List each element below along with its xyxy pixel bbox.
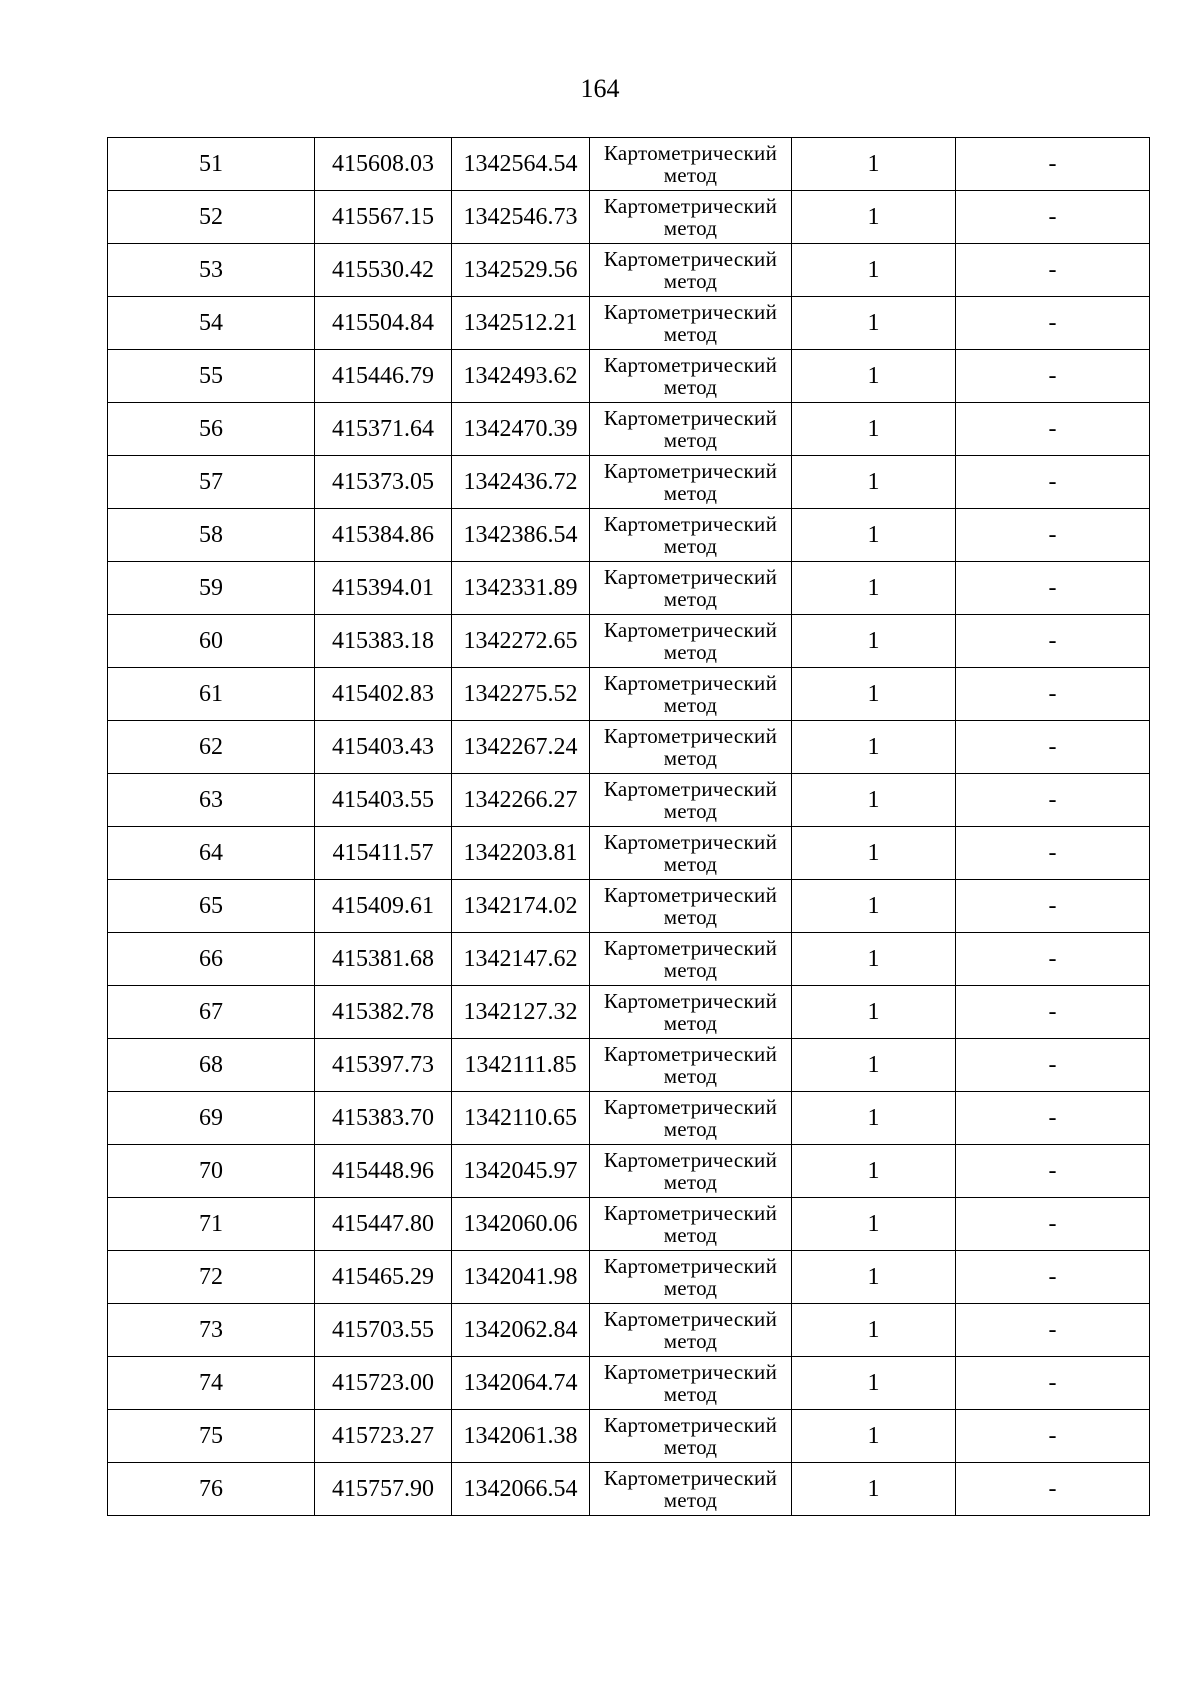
- note-cell: -: [956, 668, 1150, 721]
- accuracy-cell: 1: [792, 244, 956, 297]
- method-line-2: метод: [663, 1064, 718, 1088]
- table-row: [108, 1410, 1150, 1463]
- x-coordinate-cell: 415411.57: [315, 827, 452, 880]
- point-number-cell: 68: [108, 1039, 315, 1092]
- note-cell: -: [956, 1145, 1150, 1198]
- table-row: [108, 1092, 1150, 1145]
- method-line-2: метод: [663, 1435, 718, 1459]
- point-number-cell: 57: [108, 456, 315, 509]
- accuracy-cell: 1: [792, 1463, 956, 1516]
- method-line-1: Картометрический: [603, 1466, 778, 1490]
- x-coordinate-cell: 415403.55: [315, 774, 452, 827]
- method-cell: [590, 244, 792, 297]
- method-line-2: метод: [663, 746, 718, 770]
- method-line-2: метод: [663, 375, 718, 399]
- note-cell: -: [956, 244, 1150, 297]
- y-coordinate-cell: 1342127.32: [452, 986, 590, 1039]
- method-line-1: Картометрический: [603, 300, 778, 324]
- table-row: [108, 456, 1150, 509]
- method-cell: [590, 1357, 792, 1410]
- accuracy-cell: 1: [792, 456, 956, 509]
- method-line-2: метод: [663, 1170, 718, 1194]
- method-cell: [590, 880, 792, 933]
- point-number-cell: 72: [108, 1251, 315, 1304]
- table-row: [108, 986, 1150, 1039]
- x-coordinate-cell: 415723.00: [315, 1357, 452, 1410]
- x-coordinate-cell: 415530.42: [315, 244, 452, 297]
- table-row: [108, 1463, 1150, 1516]
- x-coordinate-cell: 415383.70: [315, 1092, 452, 1145]
- x-coordinate-cell: 415371.64: [315, 403, 452, 456]
- method-cell: [590, 1251, 792, 1304]
- x-coordinate-cell: 415723.27: [315, 1410, 452, 1463]
- point-number-cell: 53: [108, 244, 315, 297]
- method-line-2: метод: [663, 640, 718, 664]
- note-cell: -: [956, 403, 1150, 456]
- note-cell: -: [956, 1304, 1150, 1357]
- table-row: [108, 1145, 1150, 1198]
- table-row: [108, 880, 1150, 933]
- accuracy-cell: 1: [792, 827, 956, 880]
- table-row: [108, 138, 1150, 191]
- accuracy-cell: 1: [792, 774, 956, 827]
- method-cell: [590, 827, 792, 880]
- y-coordinate-cell: 1342061.38: [452, 1410, 590, 1463]
- note-cell: -: [956, 1039, 1150, 1092]
- method-line-1: Картометрический: [603, 1148, 778, 1172]
- method-line-2: метод: [663, 428, 718, 452]
- note-cell: -: [956, 456, 1150, 509]
- accuracy-cell: 1: [792, 1145, 956, 1198]
- method-line-2: метод: [663, 587, 718, 611]
- note-cell: -: [956, 1463, 1150, 1516]
- method-cell: [590, 1145, 792, 1198]
- method-cell: [590, 138, 792, 191]
- method-line-2: метод: [663, 481, 718, 505]
- y-coordinate-cell: 1342041.98: [452, 1251, 590, 1304]
- note-cell: -: [956, 509, 1150, 562]
- table-row: [108, 191, 1150, 244]
- method-line-2: метод: [663, 905, 718, 929]
- x-coordinate-cell: 415397.73: [315, 1039, 452, 1092]
- method-line-1: Картометрический: [603, 1201, 778, 1225]
- table-row: [108, 615, 1150, 668]
- y-coordinate-cell: 1342267.24: [452, 721, 590, 774]
- method-cell: [590, 456, 792, 509]
- point-number-cell: 75: [108, 1410, 315, 1463]
- method-line-1: Картометрический: [603, 1042, 778, 1066]
- table-row: [108, 1304, 1150, 1357]
- method-cell: [590, 1198, 792, 1251]
- method-cell: [590, 1463, 792, 1516]
- y-coordinate-cell: 1342493.62: [452, 350, 590, 403]
- method-cell: [590, 191, 792, 244]
- x-coordinate-cell: 415448.96: [315, 1145, 452, 1198]
- note-cell: -: [956, 138, 1150, 191]
- x-coordinate-cell: 415381.68: [315, 933, 452, 986]
- method-line-1: Картометрический: [603, 1307, 778, 1331]
- table-row: [108, 827, 1150, 880]
- note-cell: -: [956, 774, 1150, 827]
- x-coordinate-cell: 415608.03: [315, 138, 452, 191]
- table-row: [108, 933, 1150, 986]
- method-line-1: Картометрический: [603, 989, 778, 1013]
- x-coordinate-cell: 415384.86: [315, 509, 452, 562]
- method-cell: [590, 721, 792, 774]
- y-coordinate-cell: 1342546.73: [452, 191, 590, 244]
- method-line-1: Картометрический: [603, 1095, 778, 1119]
- note-cell: -: [956, 1251, 1150, 1304]
- method-line-1: Картометрический: [603, 353, 778, 377]
- method-line-1: Картометрический: [603, 565, 778, 589]
- method-cell: [590, 403, 792, 456]
- method-line-1: Картометрический: [603, 936, 778, 960]
- method-line-2: метод: [663, 1117, 718, 1141]
- note-cell: -: [956, 1357, 1150, 1410]
- y-coordinate-cell: 1342436.72: [452, 456, 590, 509]
- x-coordinate-cell: 415447.80: [315, 1198, 452, 1251]
- y-coordinate-cell: 1342060.06: [452, 1198, 590, 1251]
- y-coordinate-cell: 1342045.97: [452, 1145, 590, 1198]
- y-coordinate-cell: 1342174.02: [452, 880, 590, 933]
- point-number-cell: 73: [108, 1304, 315, 1357]
- x-coordinate-cell: 415409.61: [315, 880, 452, 933]
- method-cell: [590, 509, 792, 562]
- method-cell: [590, 350, 792, 403]
- table-row: [108, 403, 1150, 456]
- accuracy-cell: 1: [792, 509, 956, 562]
- x-coordinate-cell: 415383.18: [315, 615, 452, 668]
- note-cell: -: [956, 933, 1150, 986]
- y-coordinate-cell: 1342386.54: [452, 509, 590, 562]
- note-cell: -: [956, 986, 1150, 1039]
- method-line-1: Картометрический: [603, 1413, 778, 1437]
- y-coordinate-cell: 1342529.56: [452, 244, 590, 297]
- accuracy-cell: 1: [792, 933, 956, 986]
- method-line-1: Картометрический: [603, 406, 778, 430]
- method-cell: [590, 1092, 792, 1145]
- y-coordinate-cell: 1342066.54: [452, 1463, 590, 1516]
- y-coordinate-cell: 1342331.89: [452, 562, 590, 615]
- x-coordinate-cell: 415703.55: [315, 1304, 452, 1357]
- note-cell: -: [956, 827, 1150, 880]
- note-cell: -: [956, 721, 1150, 774]
- y-coordinate-cell: 1342564.54: [452, 138, 590, 191]
- y-coordinate-cell: 1342512.21: [452, 297, 590, 350]
- x-coordinate-cell: 415465.29: [315, 1251, 452, 1304]
- accuracy-cell: 1: [792, 986, 956, 1039]
- x-coordinate-cell: 415446.79: [315, 350, 452, 403]
- x-coordinate-cell: 415567.15: [315, 191, 452, 244]
- point-number-cell: 71: [108, 1198, 315, 1251]
- y-coordinate-cell: 1342110.65: [452, 1092, 590, 1145]
- table-row: [108, 350, 1150, 403]
- y-coordinate-cell: 1342203.81: [452, 827, 590, 880]
- table-row: [108, 244, 1150, 297]
- method-line-1: Картометрический: [603, 247, 778, 271]
- table-row: [108, 721, 1150, 774]
- point-number-cell: 74: [108, 1357, 315, 1410]
- point-number-cell: 70: [108, 1145, 315, 1198]
- accuracy-cell: 1: [792, 1039, 956, 1092]
- y-coordinate-cell: 1342147.62: [452, 933, 590, 986]
- table-row: [108, 1357, 1150, 1410]
- y-coordinate-cell: 1342064.74: [452, 1357, 590, 1410]
- accuracy-cell: 1: [792, 1092, 956, 1145]
- method-line-1: Картометрический: [603, 194, 778, 218]
- note-cell: -: [956, 1198, 1150, 1251]
- method-line-1: Картометрический: [603, 671, 778, 695]
- note-cell: -: [956, 350, 1150, 403]
- accuracy-cell: 1: [792, 138, 956, 191]
- method-cell: [590, 933, 792, 986]
- x-coordinate-cell: 415394.01: [315, 562, 452, 615]
- table-body: [108, 138, 1150, 1516]
- method-line-1: Картометрический: [603, 459, 778, 483]
- accuracy-cell: 1: [792, 1410, 956, 1463]
- point-number-cell: 69: [108, 1092, 315, 1145]
- point-number-cell: 56: [108, 403, 315, 456]
- table-row: [108, 1198, 1150, 1251]
- method-cell: [590, 1039, 792, 1092]
- method-line-2: метод: [663, 852, 718, 876]
- y-coordinate-cell: 1342275.52: [452, 668, 590, 721]
- point-number-cell: 54: [108, 297, 315, 350]
- method-line-2: метод: [663, 269, 718, 293]
- point-number-cell: 62: [108, 721, 315, 774]
- note-cell: -: [956, 880, 1150, 933]
- method-line-2: метод: [663, 163, 718, 187]
- method-cell: [590, 668, 792, 721]
- note-cell: -: [956, 297, 1150, 350]
- point-number-cell: 61: [108, 668, 315, 721]
- x-coordinate-cell: 415402.83: [315, 668, 452, 721]
- method-line-2: метод: [663, 693, 718, 717]
- note-cell: -: [956, 191, 1150, 244]
- method-line-2: метод: [663, 216, 718, 240]
- method-line-2: метод: [663, 1382, 718, 1406]
- accuracy-cell: 1: [792, 403, 956, 456]
- x-coordinate-cell: 415757.90: [315, 1463, 452, 1516]
- method-line-1: Картометрический: [603, 830, 778, 854]
- y-coordinate-cell: 1342266.27: [452, 774, 590, 827]
- method-line-2: метод: [663, 1276, 718, 1300]
- accuracy-cell: 1: [792, 880, 956, 933]
- table-row: [108, 774, 1150, 827]
- accuracy-cell: 1: [792, 297, 956, 350]
- method-line-1: Картометрический: [603, 1254, 778, 1278]
- y-coordinate-cell: 1342111.85: [452, 1039, 590, 1092]
- point-number-cell: 51: [108, 138, 315, 191]
- method-line-1: Картометрический: [603, 141, 778, 165]
- accuracy-cell: 1: [792, 1198, 956, 1251]
- table-row: [108, 1251, 1150, 1304]
- x-coordinate-cell: 415373.05: [315, 456, 452, 509]
- method-line-1: Картометрический: [603, 777, 778, 801]
- x-coordinate-cell: 415403.43: [315, 721, 452, 774]
- note-cell: -: [956, 1092, 1150, 1145]
- method-line-2: метод: [663, 1011, 718, 1035]
- method-line-1: Картометрический: [603, 512, 778, 536]
- method-line-1: Картометрический: [603, 618, 778, 642]
- accuracy-cell: 1: [792, 1251, 956, 1304]
- method-line-2: метод: [663, 1488, 718, 1512]
- y-coordinate-cell: 1342272.65: [452, 615, 590, 668]
- method-line-1: Картометрический: [603, 1360, 778, 1384]
- method-cell: [590, 562, 792, 615]
- method-line-1: Картометрический: [603, 883, 778, 907]
- point-number-cell: 65: [108, 880, 315, 933]
- y-coordinate-cell: 1342062.84: [452, 1304, 590, 1357]
- point-number-cell: 67: [108, 986, 315, 1039]
- table-row: [108, 1039, 1150, 1092]
- accuracy-cell: 1: [792, 562, 956, 615]
- page-number: 164: [580, 74, 620, 103]
- point-number-cell: 59: [108, 562, 315, 615]
- point-number-cell: 76: [108, 1463, 315, 1516]
- y-coordinate-cell: 1342470.39: [452, 403, 590, 456]
- point-number-cell: 63: [108, 774, 315, 827]
- coordinates-table: [107, 137, 1150, 1516]
- point-number-cell: 60: [108, 615, 315, 668]
- table-row: [108, 668, 1150, 721]
- method-line-1: Картометрический: [603, 724, 778, 748]
- x-coordinate-cell: 415504.84: [315, 297, 452, 350]
- note-cell: -: [956, 562, 1150, 615]
- method-cell: [590, 986, 792, 1039]
- method-cell: [590, 615, 792, 668]
- accuracy-cell: 1: [792, 721, 956, 774]
- table-row: [108, 509, 1150, 562]
- method-cell: [590, 1410, 792, 1463]
- point-number-cell: 58: [108, 509, 315, 562]
- note-cell: -: [956, 615, 1150, 668]
- point-number-cell: 55: [108, 350, 315, 403]
- accuracy-cell: 1: [792, 615, 956, 668]
- table-row: [108, 562, 1150, 615]
- method-cell: [590, 1304, 792, 1357]
- method-line-2: метод: [663, 1223, 718, 1247]
- point-number-cell: 52: [108, 191, 315, 244]
- accuracy-cell: 1: [792, 1357, 956, 1410]
- point-number-cell: 64: [108, 827, 315, 880]
- method-line-2: метод: [663, 322, 718, 346]
- accuracy-cell: 1: [792, 191, 956, 244]
- method-line-2: метод: [663, 799, 718, 823]
- accuracy-cell: 1: [792, 668, 956, 721]
- table-row: [108, 297, 1150, 350]
- accuracy-cell: 1: [792, 350, 956, 403]
- method-line-2: метод: [663, 534, 718, 558]
- method-cell: [590, 774, 792, 827]
- accuracy-cell: 1: [792, 1304, 956, 1357]
- method-cell: [590, 297, 792, 350]
- x-coordinate-cell: 415382.78: [315, 986, 452, 1039]
- method-line-2: метод: [663, 958, 718, 982]
- method-line-2: метод: [663, 1329, 718, 1353]
- note-cell: -: [956, 1410, 1150, 1463]
- point-number-cell: 66: [108, 933, 315, 986]
